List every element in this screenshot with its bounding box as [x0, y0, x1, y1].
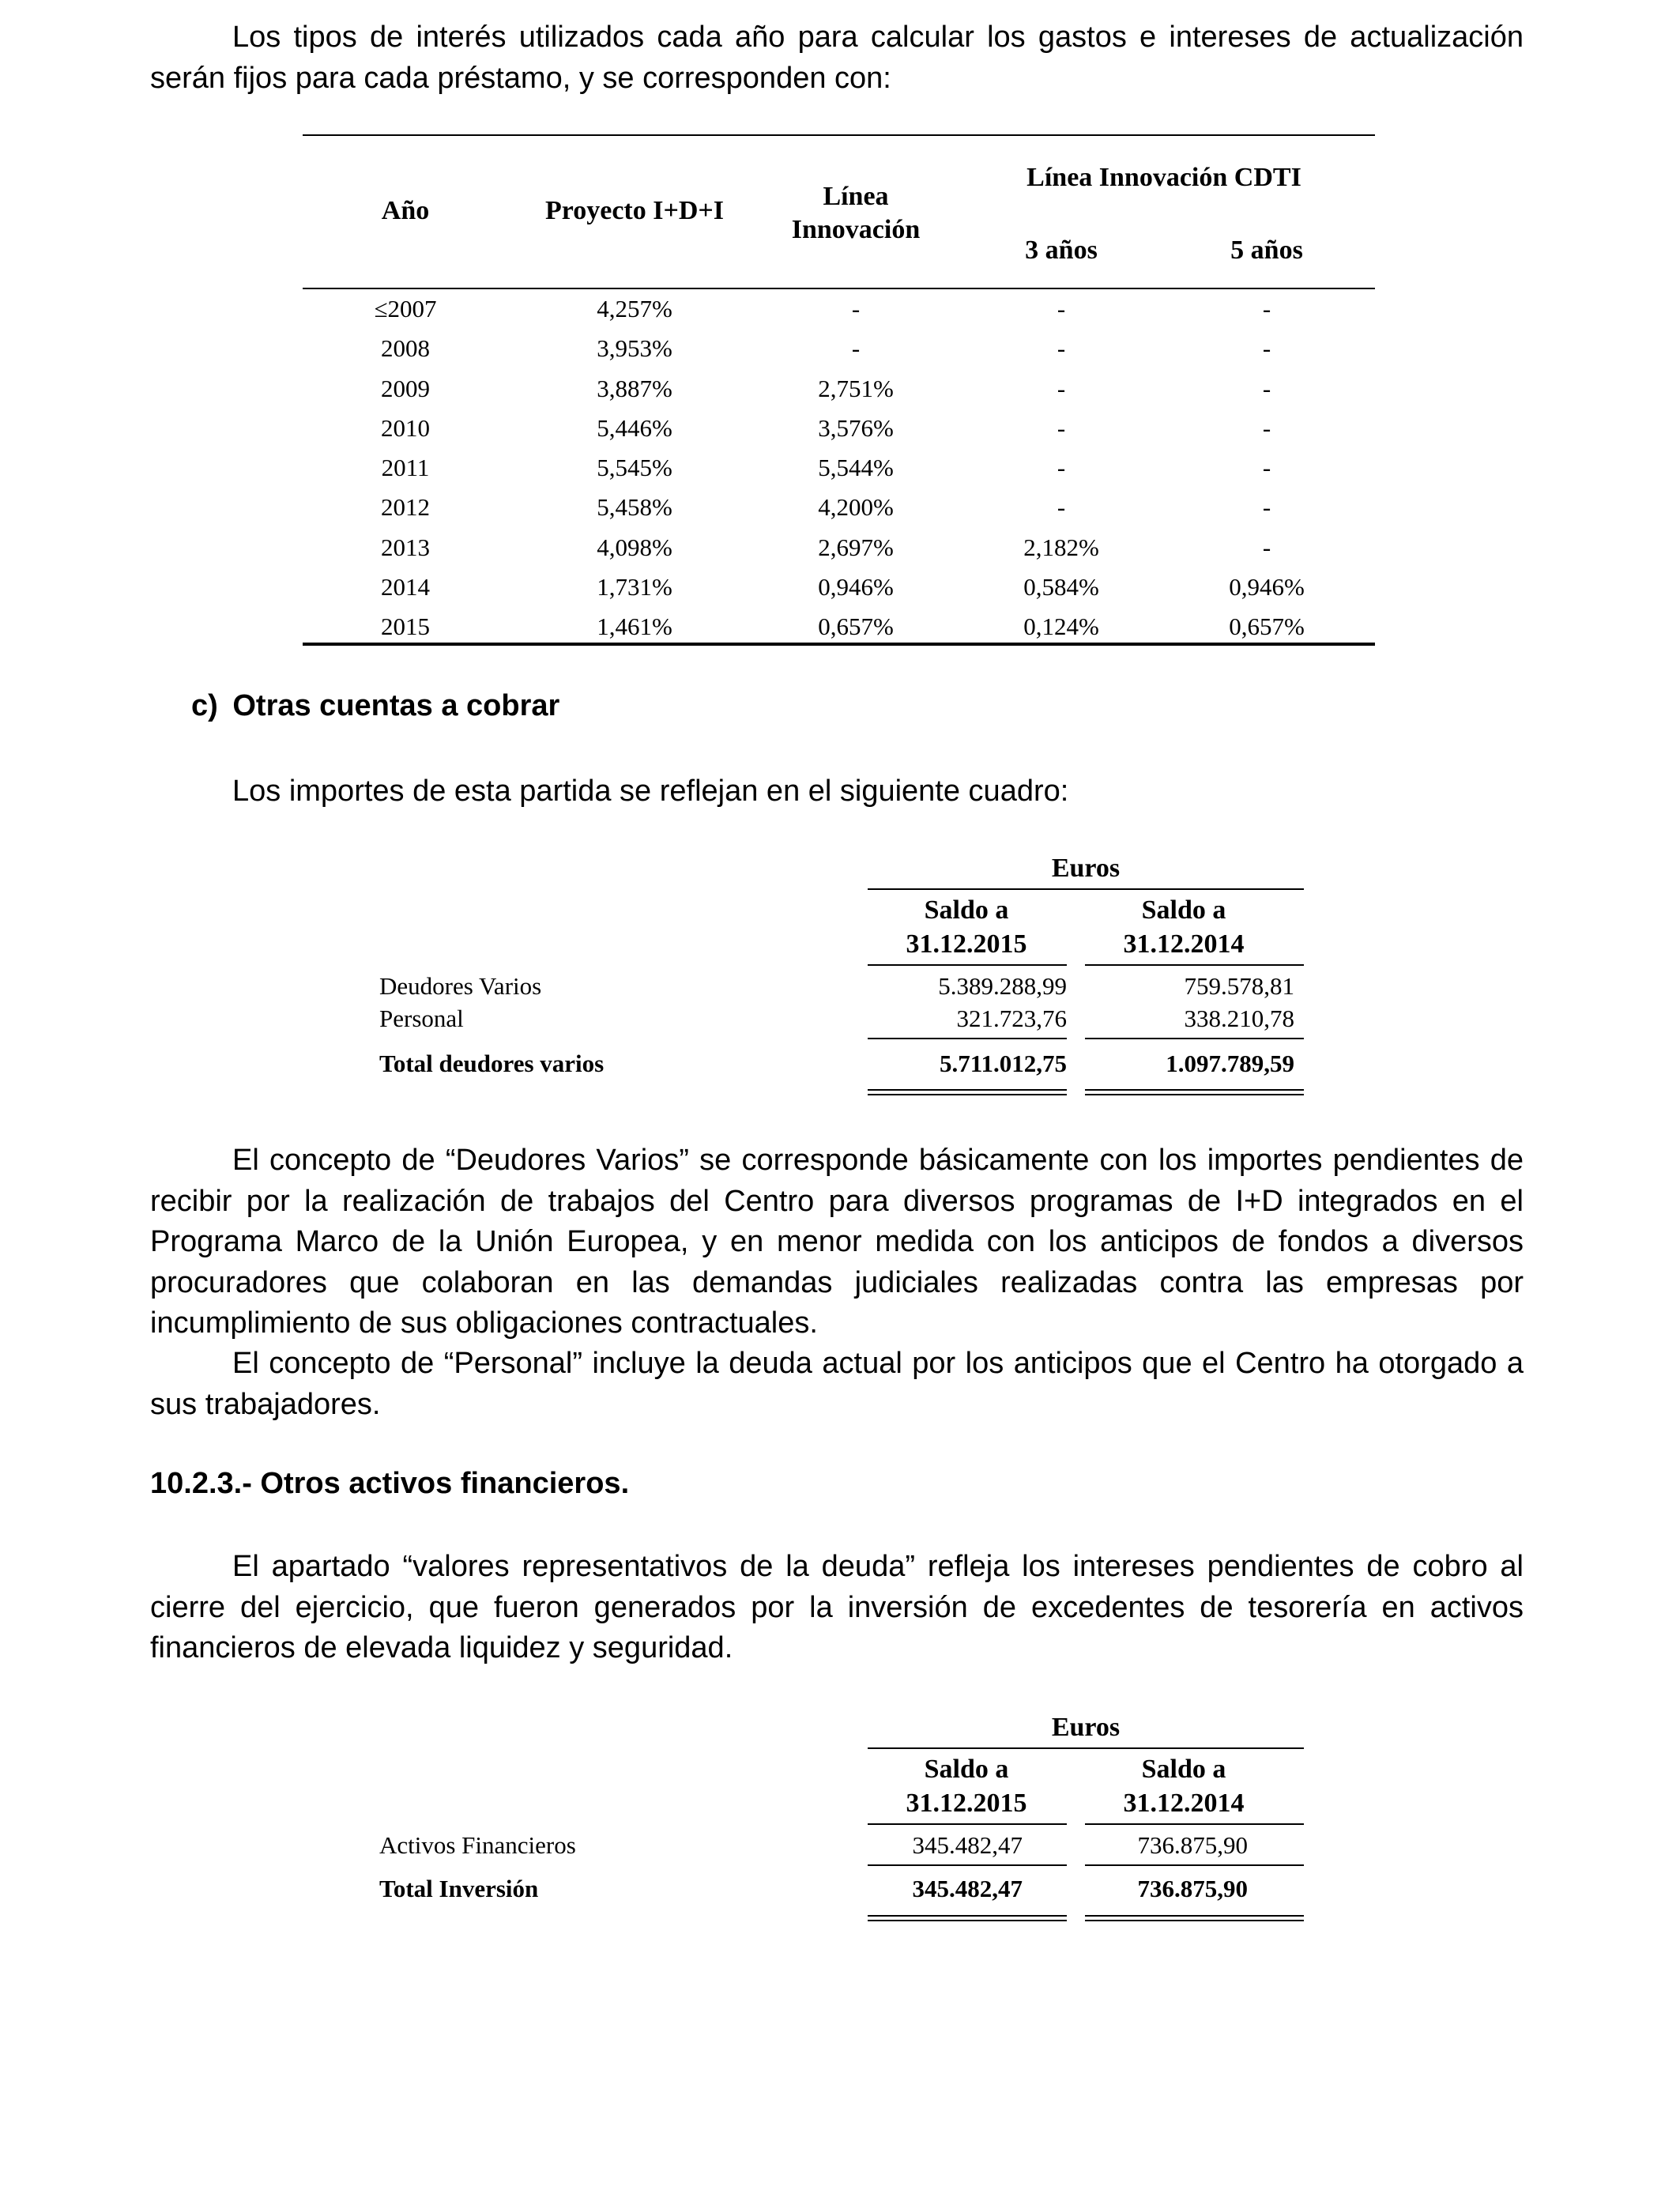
receivables-total-double-rule-2 [1085, 1089, 1304, 1095]
table-cell: 338.210,78 [1184, 1005, 1294, 1032]
table-row-label: Activos Financieros [379, 1831, 576, 1859]
receivables-subtotal-rule-1 [868, 1038, 1067, 1039]
assets-total-double-rule-1 [868, 1915, 1067, 1921]
receivables-total-2014: 1.097.789,59 [1166, 1050, 1294, 1077]
assets-total-2015: 345.482,47 [912, 1875, 1023, 1902]
header-three-years: 3 años [1025, 236, 1098, 265]
intro-paragraph: Los tipos de interés utilizados cada año para calcular los gastos e intereses de actualización serán fijos para cada préstamo, y se corresponden con: [150, 21, 1524, 95]
section-c-intro: Los importes de esta partida se reflejan en el siguiente cuadro: [232, 775, 1069, 808]
receivables-table [379, 854, 1304, 1106]
table-row: ≤2007 4,257% - - - [374, 295, 1271, 322]
assets-header-rule-1 [868, 1823, 1067, 1825]
receivables-col-2014: Saldo a 31.12.2014 [1123, 895, 1245, 959]
receivables-unit-header: Euros [1051, 854, 1121, 883]
deudores-paragraph: El concepto de “Deudores Varios” se corresponde básicamente con los importes pendientes de recibir por la realización de trabajos del Centro para diversos programas de I+D integrados en el Programa Marco de la Unión Europea, y en menor medida con los anticipos de fondos a diversos procuradores que colaboran en las demandas judiciales realizadas contra las empresas por incumplimiento de sus obligaciones contractuales. [150, 1144, 1524, 1340]
header-year: Año [381, 196, 430, 225]
table-top-rule [303, 134, 1375, 136]
header-five-years: 5 años [1230, 236, 1303, 265]
assets-col-2014: Saldo a 31.12.2014 [1123, 1755, 1245, 1818]
table-cell: 5.389.288,99 [938, 972, 1067, 1000]
assets-subtotal-rule-2 [1085, 1864, 1304, 1866]
table-row-label: Personal [379, 1005, 464, 1032]
table-row: 2011 5,545% 5,544% - - [381, 454, 1271, 482]
receivables-col-2015: Saldo a 31.12.2015 [906, 895, 1027, 959]
assets-total-label: Total Inversión [379, 1875, 539, 1902]
assets-col-2015: Saldo a 31.12.2015 [906, 1755, 1027, 1818]
section-c-title: Otras cuentas a cobrar [232, 689, 560, 722]
table-row: 2008 3,953% - - - [381, 334, 1271, 363]
assets-unit-rule [868, 1747, 1304, 1749]
assets-total-2014: 736.875,90 [1137, 1875, 1248, 1902]
table-row: 2015 1,461% 0,657% 0,124% 0,657% [381, 613, 1305, 641]
receivables-total-label: Total deudores varios [379, 1050, 605, 1077]
table-row: 2012 5,458% 4,200% - - [381, 493, 1271, 522]
table-bottom-rule [303, 643, 1375, 646]
table-cell: 345.482,47 [912, 1831, 1023, 1859]
receivables-total-double-rule-1 [868, 1089, 1067, 1095]
receivables-unit-rule [868, 888, 1304, 890]
receivables-header-rule-1 [868, 964, 1067, 966]
assets-total-double-rule-2 [1085, 1915, 1304, 1921]
table-cell: 759.578,81 [1184, 972, 1294, 1000]
table-row-label: Deudores Varios [379, 972, 542, 1000]
header-project: Proyecto I+D+I [544, 196, 724, 225]
section-10-2-3-heading: 10.2.3.- Otros activos financieros. [150, 1467, 630, 1500]
assets-unit-header: Euros [1051, 1713, 1121, 1742]
financial-assets-table [379, 1713, 1304, 1934]
table-row: 2010 5,446% 3,576% - - [381, 413, 1271, 442]
receivables-subtotal-rule-2 [1085, 1038, 1304, 1039]
receivables-total-2015: 5.711.012,75 [939, 1050, 1067, 1077]
section-10-2-3-paragraph: El apartado “valores representativos de la deuda” refleja los intereses pendientes de cobro al cierre del ejercicio, que fueron generados por la inversión de excedentes de tesorería en activos financieros de elevada liquidez y seguridad. [150, 1550, 1524, 1664]
table-row: 2014 1,731% 0,946% 0,584% 0,946% [381, 573, 1305, 601]
section-c-heading [191, 689, 559, 723]
table-row: 2013 4,098% 2,697% 2,182% - [381, 533, 1271, 561]
personal-paragraph: El concepto de “Personal” incluye la deuda actual por los anticipos que el Centro ha otorgado a sus trabajadores. [150, 1347, 1524, 1421]
assets-header-rule-2 [1085, 1823, 1304, 1825]
receivables-header-rule-2 [1085, 964, 1304, 966]
table-cell: 736.875,90 [1137, 1831, 1248, 1859]
table-cell: 321.723,76 [956, 1005, 1067, 1032]
section-c-marker: c) [191, 689, 218, 722]
header-line-innovation: Línea Innovación [791, 182, 921, 244]
assets-subtotal-rule-1 [868, 1864, 1067, 1866]
header-cdti-group: Línea Innovación CDTI [1026, 163, 1301, 192]
table-row: 2009 3,887% 2,751% - - [381, 374, 1271, 402]
